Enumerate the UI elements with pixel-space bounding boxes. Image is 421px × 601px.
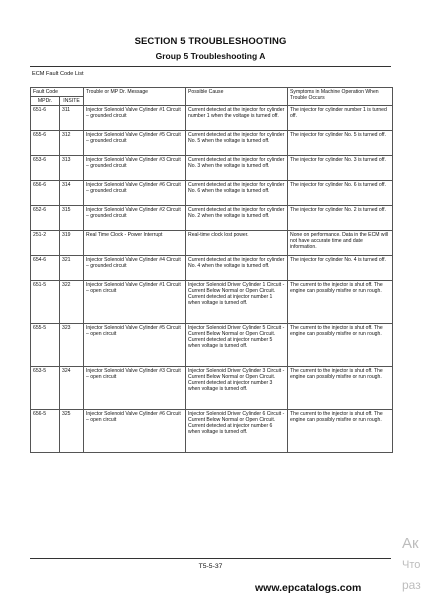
message-header: Trouble or MP Dr. Message (84, 88, 186, 106)
mpdr-header: MPDr. (31, 96, 60, 105)
symptoms-cell: The injector for cylinder No. 2 is turned off. (288, 205, 393, 230)
message-cell: Injector Solenoid Valve Cylinder #3 Circuit – grounded circuit (84, 155, 186, 180)
cause-cell: Current detected at the injector for cylinder No. 4 when the voltage is turned off. (186, 255, 288, 280)
table-row (31, 155, 393, 180)
insite-cell: 323 (60, 323, 84, 366)
message-cell: Real Time Clock - Power Interrupt (84, 230, 186, 255)
fault-code-header: Fault Code (31, 88, 84, 97)
message-cell: Injector Solenoid Valve Cylinder #3 Circuit – open circuit (84, 366, 186, 409)
insite-cell: 322 (60, 280, 84, 323)
symptoms-cell: The injector for cylinder number 1 is turned off. (288, 105, 393, 130)
cause-header: Possible Cause (186, 88, 288, 106)
cause-cell: Current detected at the injector for cylinder No. 3 when the voltage is turned off. (186, 155, 288, 180)
fault-code-table (30, 87, 393, 453)
mpdr-cell: 655-5 (31, 323, 60, 366)
message-cell: Injector Solenoid Valve Cylinder #1 Circuit – open circuit (84, 280, 186, 323)
table-row (31, 323, 393, 366)
table-body (31, 105, 393, 452)
insite-cell: 312 (60, 130, 84, 155)
message-cell: Injector Solenoid Valve Cylinder #6 Circuit – grounded circuit (84, 180, 186, 205)
table-row (31, 180, 393, 205)
insite-cell: 315 (60, 205, 84, 230)
insite-cell: 314 (60, 180, 84, 205)
message-cell: Injector Solenoid Valve Cylinder #4 Circuit – grounded circuit (84, 255, 186, 280)
group-title: Group 5 Troubleshooting A (155, 51, 266, 61)
page-number: T5-5-37 (198, 563, 223, 570)
cause-cell: Current detected at the injector for cylinder No. 5 when the voltage is turned off. (186, 130, 288, 155)
cause-cell: Real-time clock lost power. (186, 230, 288, 255)
message-cell: Injector Solenoid Valve Cylinder #2 Circuit – grounded circuit (84, 205, 186, 230)
insite-cell: 325 (60, 409, 84, 452)
section-title: SECTION 5 TROUBLESHOOTING (134, 36, 287, 47)
mpdr-cell: 656-6 (31, 180, 60, 205)
message-cell: Injector Solenoid Valve Cylinder #5 Circuit – grounded circuit (84, 130, 186, 155)
insite-cell: 313 (60, 155, 84, 180)
cause-cell: Current detected at the injector for cylinder No. 2 when the voltage is turned off. (186, 205, 288, 230)
symptoms-cell: None on performance. Data in the ECM will not have accurate time and date information. (288, 230, 393, 255)
insite-cell: 319 (60, 230, 84, 255)
overlay-text-2: Что (402, 559, 421, 571)
mpdr-cell: 653-6 (31, 155, 60, 180)
table-row (31, 105, 393, 130)
mpdr-cell: 652-6 (31, 205, 60, 230)
symptoms-cell: The current to the injector is shut off. The engine can possibly misfire or run rough. (288, 280, 393, 323)
table-row (31, 230, 393, 255)
symptoms-cell: The current to the injector is shut off. The engine can possibly misfire or run rough. (288, 409, 393, 452)
footer-rule (30, 558, 391, 559)
cause-cell: Injector Solenoid Driver Cylinder 5 Circuit - Current Below Normal or Open Circuit. Current detected at injector number 5 when voltage is turned off. (186, 323, 288, 366)
symptoms-cell: The injector for cylinder No. 5 is turned off. (288, 130, 393, 155)
list-title: ECM Fault Code List (32, 71, 84, 77)
symptoms-header: Symptoms in Machine Operation When Trouble Occurs (288, 88, 393, 106)
mpdr-cell: 251-2 (31, 230, 60, 255)
symptoms-cell: The injector for cylinder No. 3 is turned off. (288, 155, 393, 180)
insite-cell: 311 (60, 105, 84, 130)
header-rule (30, 66, 391, 67)
cause-cell: Current detected at the injector for cylinder No. 6 when the voltage is turned off. (186, 180, 288, 205)
message-cell: Injector Solenoid Valve Cylinder #1 Circuit – grounded circuit (84, 105, 186, 130)
table-row (31, 366, 393, 409)
mpdr-cell: 651-6 (31, 105, 60, 130)
overlay-text-3: раз (402, 578, 421, 592)
mpdr-cell: 654-6 (31, 255, 60, 280)
table-row (31, 205, 393, 230)
cause-cell: Injector Solenoid Driver Cylinder 3 Circuit - Current Below Normal or Open Circuit. Current detected at injector number 3 when voltage is turned off. (186, 366, 288, 409)
watermark-url: www.epcatalogs.com (255, 582, 362, 594)
mpdr-cell: 655-6 (31, 130, 60, 155)
mpdr-cell: 651-5 (31, 280, 60, 323)
message-cell: Injector Solenoid Valve Cylinder #6 Circuit – open circuit (84, 409, 186, 452)
mpdr-cell: 656-5 (31, 409, 60, 452)
insite-header: INSITE (60, 96, 84, 105)
cause-cell: Current detected at the injector for cylinder number 1 when the voltage is turned off. (186, 105, 288, 130)
table-row (31, 409, 393, 452)
symptoms-cell: The injector for cylinder No. 4 is turned off. (288, 255, 393, 280)
cause-cell: Injector Solenoid Driver Cylinder 1 Circuit - Current Below Normal or Open Circuit. Current detected at injector number 1 when voltage is turned off. (186, 280, 288, 323)
overlay-text-1: Ак (402, 535, 419, 552)
symptoms-cell: The current to the injector is shut off. The engine can possibly misfire or run rough. (288, 323, 393, 366)
insite-cell: 321 (60, 255, 84, 280)
symptoms-cell: The injector for cylinder No. 6 is turned off. (288, 180, 393, 205)
insite-cell: 324 (60, 366, 84, 409)
message-cell: Injector Solenoid Valve Cylinder #5 Circuit – open circuit (84, 323, 186, 366)
cause-cell: Injector Solenoid Driver Cylinder 6 Circuit - Current Below Normal or Open Circuit. Current detected at injector number 6 when voltage is turned off. (186, 409, 288, 452)
table-row (31, 255, 393, 280)
table-row (31, 130, 393, 155)
table-row (31, 280, 393, 323)
mpdr-cell: 653-5 (31, 366, 60, 409)
symptoms-cell: The current to the injector is shut off. The engine can possibly misfire or run rough. (288, 366, 393, 409)
